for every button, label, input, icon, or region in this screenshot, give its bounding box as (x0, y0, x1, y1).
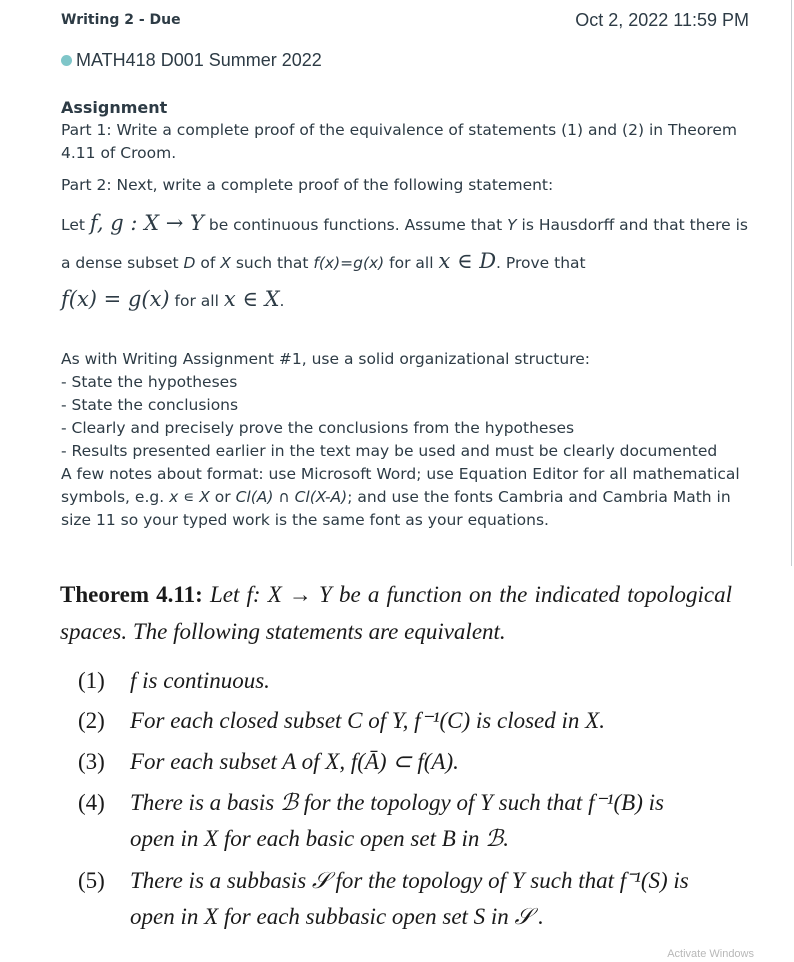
theorem-statement (60, 576, 732, 650)
structure-intro: As with Writing Assignment #1, use a solid organizational structure: (61, 350, 590, 368)
theorem-item (78, 663, 270, 699)
item-text: There is a subbasis 𝒮 for the topology of Y such that f⁻¹(S) is (130, 868, 689, 893)
item-number: (1) (78, 668, 105, 693)
theorem-label: Theorem 4.11: (60, 582, 203, 607)
math-fg: f, g : X → Y (89, 211, 204, 235)
stmt-X: X (220, 254, 231, 272)
format-b: ; and use the fonts Cambria and Cambria Math in size 11 so your typed work is the same font as your equations. (61, 488, 731, 529)
due-date: Oct 2, 2022 11:59 PM (575, 10, 749, 30)
theorem-text: Let f: X → Y be a function on the indicated topological spaces. The following statements are equivalent. (60, 582, 732, 644)
stmt-such: such that (230, 254, 314, 272)
theorem-item-cont: open in X for each basic open set B in ℬ. (130, 826, 509, 851)
watermark: Activate Windows (667, 948, 754, 960)
theorem-image (0, 566, 794, 962)
theorem-item (78, 785, 664, 821)
theorem-item (78, 863, 689, 899)
format-ex2: Cl(A) ∩ Cl(X-A) (235, 488, 348, 506)
stmt-end: . (279, 292, 285, 310)
item-number: (2) (78, 708, 105, 733)
format-ex1: x ∊ X (169, 488, 210, 506)
format-or: or (209, 488, 236, 506)
assignment-body (61, 96, 751, 532)
theorem-item (78, 744, 459, 780)
part2-text: Part 2: Next, write a complete proof of the following statement: (61, 176, 554, 194)
stmt-rest1: be continuous functions. Assume that (203, 216, 508, 234)
assignment-title[interactable]: Writing 2 - Due (61, 12, 181, 28)
item-text: For each closed subset C of Y, f⁻¹(C) is closed in X. (130, 708, 605, 733)
structure-item: - State the hypotheses (61, 373, 238, 391)
stmt-fxgx: f(x)=g(x) (313, 254, 385, 272)
assignment-heading: Assignment (61, 98, 168, 117)
item-number: (3) (78, 749, 105, 774)
stmt-D: D (183, 254, 196, 272)
stmt-let: Let (61, 216, 90, 234)
course-color-dot-icon (61, 55, 72, 66)
theorem-item (78, 703, 605, 739)
course-name: MATH418 D001 Summer 2022 (76, 50, 322, 70)
item-number: (4) (78, 790, 105, 815)
stmt-of: of (195, 254, 221, 272)
stmt-prove: . Prove that (496, 254, 586, 272)
item-number: (5) (78, 868, 105, 893)
stmt-forall: for all (384, 254, 439, 272)
statement-text (61, 205, 751, 319)
structure-item: - Clearly and precisely prove the conclusions from the hypotheses (61, 419, 575, 437)
math-fxgx: f(x) = g(x) (61, 287, 170, 311)
item-text: There is a basis ℬ for the topology of Y such that f⁻¹(B) is (130, 790, 664, 815)
course-label[interactable] (61, 50, 322, 71)
item-text: For each subset A of X, f(Ā) ⊂ f(A). (130, 749, 459, 774)
stmt-Y: Y (507, 216, 517, 234)
format-a: A few notes about format: use Microsoft Word; use Equation Editor for all mathematical symbols, e.g. (61, 465, 740, 506)
stmt-forall2: for all (169, 292, 224, 310)
item-text: f is continuous. (130, 668, 270, 693)
format-notes (61, 463, 751, 532)
math-xX: x ∈ X (223, 287, 280, 311)
structure-item: - State the conclusions (61, 396, 239, 414)
theorem-item-cont: open in X for each subbasic open set S in 𝒮 . (130, 904, 544, 929)
math-xD: x ∈ D (438, 249, 497, 273)
stmt-rest2: is Hausdorff and that there is a dense subset (61, 216, 748, 272)
part1-text: Part 1: Write a complete proof of the equivalence of statements (1) and (2) in Theorem 4.11 of Croom. (61, 121, 737, 162)
structure-item: - Results presented earlier in the text may be used and must be clearly documented (61, 442, 718, 460)
